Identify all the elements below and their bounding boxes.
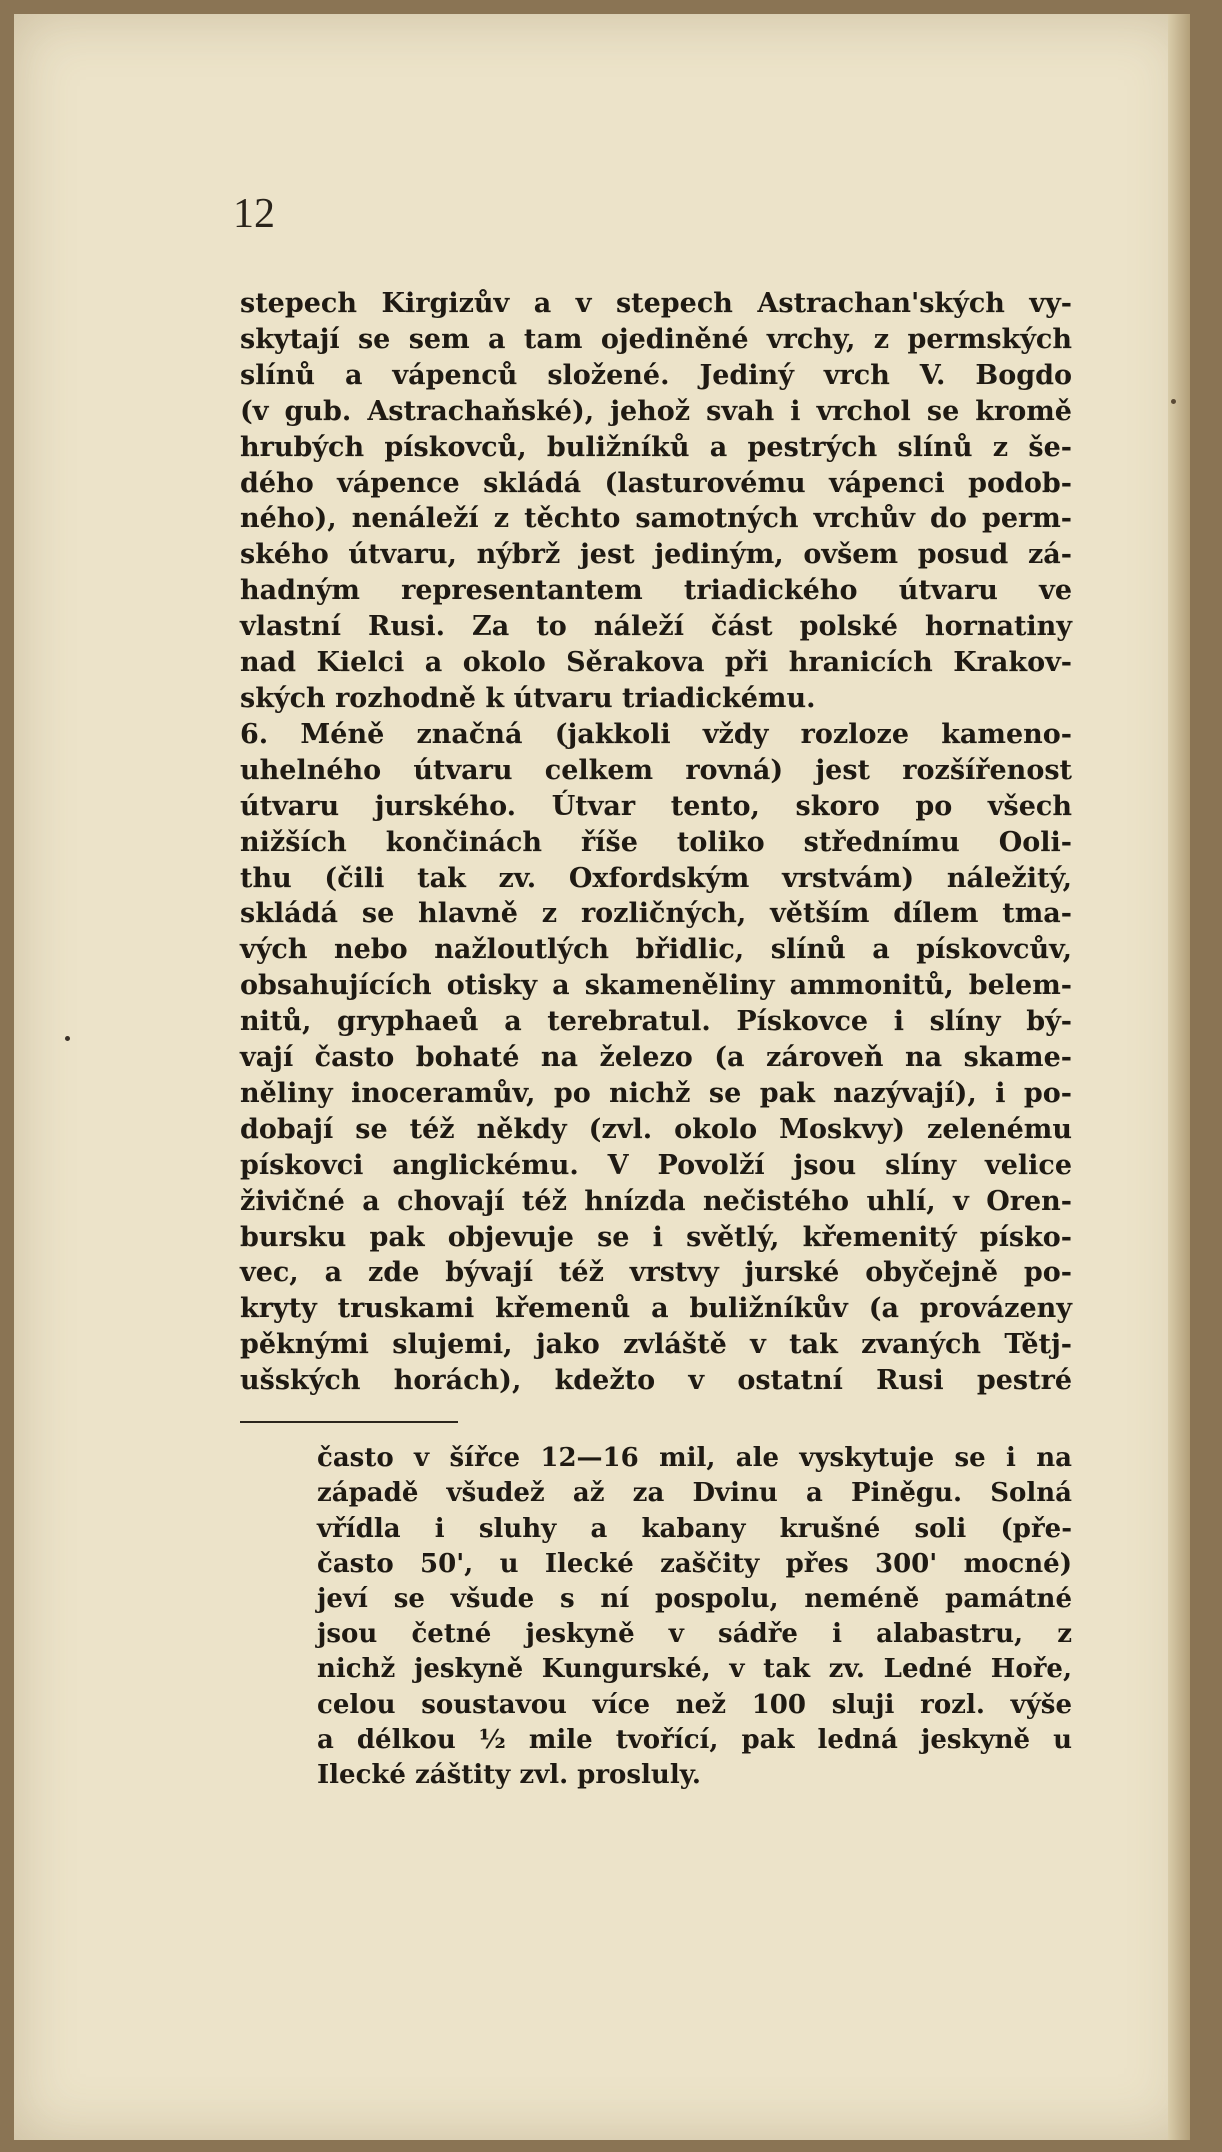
text-line: bursku pak objevuje se i světlý, křemenitý písko- (240, 1221, 1072, 1253)
text-line: thu (čili tak zv. Oxfordským vrstvám) náležitý, (240, 862, 1072, 894)
footnote (240, 1441, 1072, 1793)
text-line: vají často bohaté na železo (a zároveň na skame- (240, 1042, 1072, 1074)
ink-speck (65, 1036, 70, 1041)
text-line: dého vápence skládá (lasturovému vápenci podob- (240, 467, 1072, 499)
footnote-line: a délkou ½ mile tvořící, pak ledná jeskyně u (317, 1724, 1072, 1755)
text-line: kryty truskami křemenů a buližníkův (a provázeny (240, 1293, 1072, 1325)
text-line: pískovci anglickému. V Povolží jsou slíny velice (240, 1149, 1072, 1181)
text-block (240, 286, 1072, 1793)
footnote-line: jeví se všude s ní pospolu, neméně památné (317, 1583, 1072, 1614)
text-line: (v gub. Astrachaňské), jehož svah i vrchol se kromě (240, 395, 1072, 427)
text-line: obsahujících otisky a skameněliny ammonitů, belem- (240, 970, 1072, 1002)
ink-speck-right (1171, 399, 1176, 404)
text-line: skytají se sem a tam ojediněné vrchy, z permských (240, 323, 1072, 355)
text-line: dobají se též někdy (zvl. okolo Moskvy) zelenému (240, 1113, 1072, 1145)
text-line: nižších končinách říše toliko střednímu Ooli- (240, 826, 1072, 858)
page-number: 12 (233, 191, 275, 237)
footnote-line: nichž jeskyně Kungurské, v tak zv. Ledné Hoře, (317, 1654, 1072, 1685)
text-line: vých nebo nažloutlých břidlic, slínů a pískovcův, (240, 934, 1072, 966)
page-edge (1168, 14, 1190, 2140)
text-line: živičné a chovají též hnízda nečistého uhlí, v Oren- (240, 1185, 1072, 1217)
footnote-line: Ilecké záštity zvl. prosluly. (317, 1759, 701, 1790)
footnote-rule (240, 1421, 458, 1423)
text-line: útvaru jurského. Útvar tento, skoro po všech (240, 790, 1072, 822)
text-line: nad Kielci a okolo Sěrakova při hranicích Krakov- (240, 647, 1072, 679)
text-line: stepech Kirgizův a v stepech Astrachan'ských vy- (240, 288, 1072, 319)
text-line: ušských horách), kdežto v ostatní Rusi pestré (240, 1365, 1072, 1397)
text-line: 6. Méně značná (jakkoli vždy rozloze kameno- (240, 718, 1072, 750)
text-line: pěknými slujemi, jako zvláště v tak zvaných Tětj- (240, 1329, 1072, 1361)
text-line: skládá se hlavně z rozličných, větším dílem tma- (240, 898, 1072, 930)
text-line: hadným representantem triadického útvaru ve (240, 575, 1072, 607)
footnote-line: západě všudež až za Dvinu a Piněgu. Solná (317, 1478, 1072, 1509)
text-line: ských rozhodně k útvaru triadickému. (240, 682, 816, 714)
footnote-line: vřídla i sluhy a kabany krušné soli (pře- (317, 1513, 1072, 1544)
footnote-line: často v šířce 12—16 mil, ale vyskytuje se i na (317, 1443, 1072, 1474)
text-line: uhelného útvaru celkem rovná) jest rozšířenost (240, 754, 1072, 786)
main-text (240, 286, 1072, 1399)
text-line: vlastní Rusi. Za to náleží část polské hornatiny (240, 611, 1072, 643)
text-line: vec, a zde bývají též vrstvy jurské obyčejně po- (240, 1257, 1072, 1289)
footnote-line: často 50', u Ilecké zaščity přes 300' mocné) (317, 1548, 1072, 1579)
text-line: něliny inoceramův, po nichž se pak nazývají), i po- (240, 1077, 1072, 1109)
text-line: hrubých pískovců, buližníků a pestrých slínů z še- (240, 431, 1072, 463)
text-line: nitů, gryphaeů a terebratul. Pískovce i slíny bý- (240, 1006, 1072, 1038)
text-line: ského útvaru, nýbrž jest jediným, ovšem posud zá- (240, 539, 1072, 571)
text-line: slínů a vápenců složené. Jediný vrch V. Bogdo (240, 359, 1072, 391)
footnote-line: jsou četné jeskyně v sádře i alabastru, z (317, 1619, 1072, 1650)
text-line: ného), nenáleží z těchto samotných vrchův do perm- (240, 503, 1072, 535)
footnote-line: celou soustavou více než 100 sluji rozl. výše (317, 1689, 1072, 1720)
